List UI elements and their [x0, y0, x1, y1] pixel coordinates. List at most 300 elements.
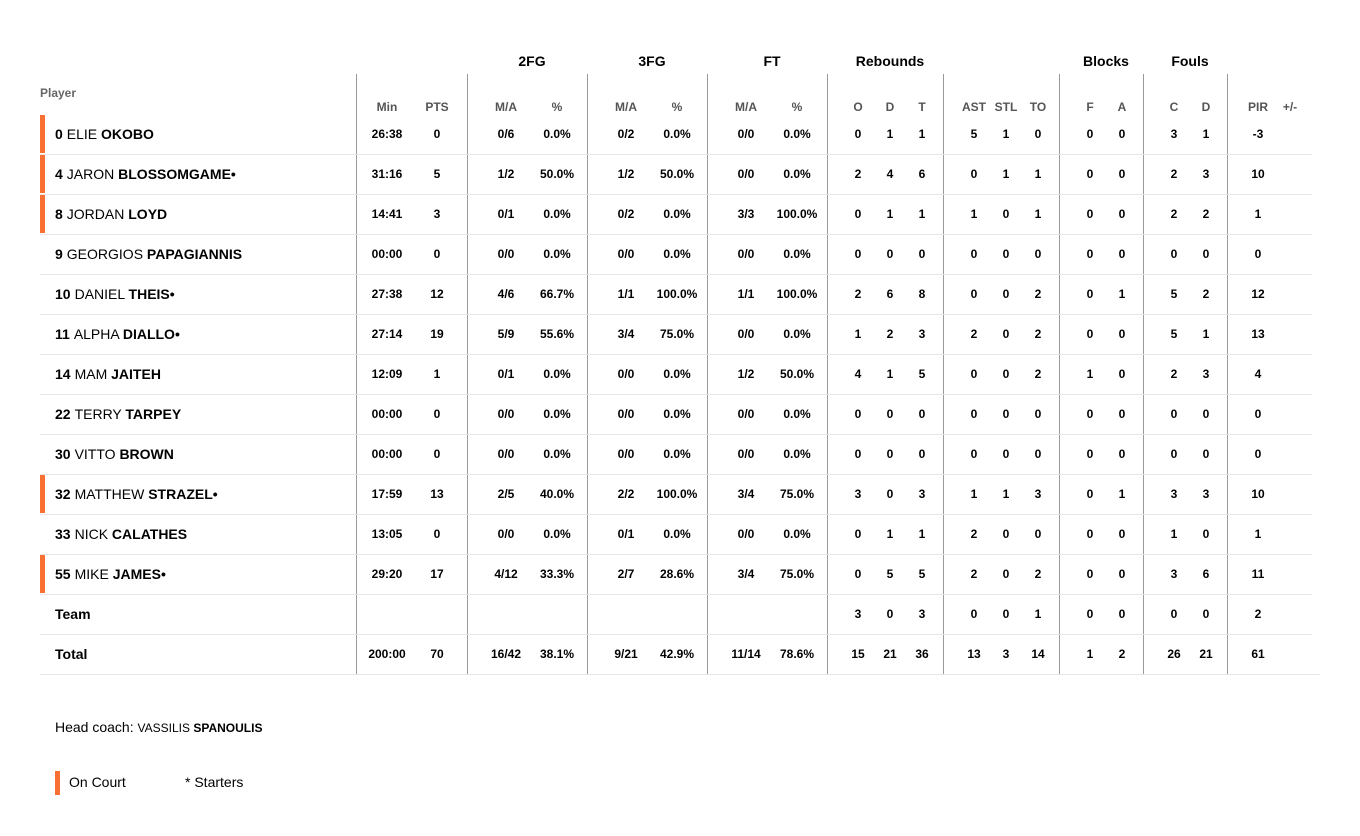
player-name: [55, 406, 181, 422]
col-header-to: TO: [1029, 100, 1047, 114]
stat-cell-reb-d: 21: [883, 647, 897, 661]
group-header-blocks: Blocks: [1083, 53, 1129, 69]
stat-cell-ft-pct: 100.0%: [776, 207, 818, 221]
stat-cell-ft-pct: 100.0%: [776, 287, 818, 301]
stat-cell-reb-d: 0: [886, 247, 894, 261]
stat-cell-stl: 0: [1002, 407, 1010, 421]
stat-cell-ft-ma: 0/0: [737, 407, 755, 421]
stat-cell-foul-c: 0: [1170, 447, 1178, 461]
player-name: [55, 126, 154, 142]
col-header-ft-pct: %: [791, 100, 803, 114]
stat-cell-pts: 17: [430, 567, 444, 581]
stat-cell-pts: 0: [433, 527, 441, 541]
stat-cell-to: 1: [1034, 207, 1042, 221]
stat-cell-reb-t: 1: [918, 527, 926, 541]
stat-cell-fg3-ma: 0/2: [617, 207, 635, 221]
player-number: 32: [55, 486, 71, 502]
stat-cell-reb-t: 1: [918, 127, 926, 141]
stat-cell-stl: 0: [1002, 447, 1010, 461]
stat-cell-reb-o: 0: [854, 207, 862, 221]
stat-cell-ft-pct: 75.0%: [779, 487, 815, 501]
stat-cell-reb-d: 6: [886, 287, 894, 301]
stat-cell-blk-a: 0: [1118, 407, 1126, 421]
player-first-name: VITTO: [74, 446, 116, 462]
stat-cell-fg3-ma: 3/4: [617, 327, 635, 341]
stat-cell-fg3-pct: 0.0%: [663, 527, 691, 541]
table-row: [40, 194, 1312, 235]
stat-cell-foul-d: 21: [1199, 647, 1213, 661]
stat-cell-ast: 1: [970, 487, 978, 501]
stat-cell-pts: 0: [433, 247, 441, 261]
stat-cell-foul-d: 0: [1202, 247, 1210, 261]
stat-cell-to: 0: [1034, 127, 1042, 141]
stat-cell-ast: 0: [970, 167, 978, 181]
player-last-name: STRAZEL•: [148, 486, 218, 502]
col-header-ast: AST: [962, 100, 986, 114]
stat-cell-foul-c: 2: [1170, 207, 1178, 221]
stat-cell-ast: 5: [970, 127, 978, 141]
stat-cell-ft-ma: 3/4: [737, 567, 755, 581]
col-header-blk-a: A: [1117, 100, 1127, 114]
stat-cell-ft-pct: 0.0%: [783, 447, 811, 461]
stat-cell-fg2-ma: 5/9: [497, 327, 515, 341]
stat-cell-fg2-pct: 0.0%: [543, 447, 571, 461]
stat-cell-fg3-pct: 28.6%: [659, 567, 695, 581]
stat-cell-ast: 2: [970, 527, 978, 541]
table-row: [40, 154, 1312, 195]
stat-cell-pts: 70: [430, 647, 444, 661]
total-row: [40, 634, 1320, 675]
col-header-2fg-pct: %: [551, 100, 563, 114]
player-last-name: CALATHES: [111, 526, 188, 542]
col-header-foul-d: D: [1201, 100, 1211, 114]
head-coach-last-name: SPANOULIS: [193, 721, 263, 735]
stat-cell-reb-o: 3: [854, 607, 862, 621]
stat-cell-fg2-pct: 50.0%: [539, 167, 575, 181]
player-name: [55, 366, 161, 382]
stat-cell-reb-o: 1: [854, 327, 862, 341]
stat-cell-reb-o: 0: [854, 527, 862, 541]
stat-cell-ast: 2: [970, 327, 978, 341]
stat-cell-reb-d: 1: [886, 367, 894, 381]
player-first-name: NICK: [74, 526, 109, 542]
stat-cell-ft-ma: 3/4: [737, 487, 755, 501]
stat-cell-reb-d: 1: [886, 527, 894, 541]
stat-cell-min: 17:59: [371, 487, 403, 501]
stat-cell-foul-c: 5: [1170, 287, 1178, 301]
on-court-indicator: [40, 115, 45, 153]
player-first-name: TERRY: [74, 406, 122, 422]
stat-cell-fg2-pct: 0.0%: [543, 127, 571, 141]
stat-cell-min: 00:00: [371, 447, 403, 461]
head-coach: [55, 719, 262, 735]
stat-cell-to: 1: [1034, 607, 1042, 621]
stat-cell-stl: 0: [1002, 367, 1010, 381]
stat-cell-reb-o: 2: [854, 287, 862, 301]
col-header-ft-ma: M/A: [735, 100, 757, 114]
stat-cell-pir: 10: [1251, 487, 1265, 501]
table-row: [40, 114, 1312, 155]
stat-cell-blk-a: 0: [1118, 127, 1126, 141]
stat-cell-to: 2: [1034, 287, 1042, 301]
player-name: [55, 446, 174, 462]
player-column-header: Player: [40, 86, 77, 100]
stat-cell-blk-f: 0: [1086, 167, 1094, 181]
stat-cell-blk-f: 0: [1086, 127, 1094, 141]
table-row: [40, 514, 1312, 555]
stat-cell-to: 2: [1034, 327, 1042, 341]
table-row: [40, 394, 1312, 435]
stat-cell-fg3-ma: 0/2: [617, 127, 635, 141]
col-header-reb-o: O: [853, 100, 863, 114]
stat-cell-ft-ma: 0/0: [737, 527, 755, 541]
stat-cell-to: 1: [1034, 167, 1042, 181]
stat-cell-blk-a: 0: [1118, 527, 1126, 541]
stat-cell-pir: 0: [1254, 447, 1262, 461]
stat-cell-fg2-pct: 0.0%: [543, 367, 571, 381]
stat-cell-ft-ma: 11/14: [731, 647, 761, 661]
stat-cell-fg3-pct: 0.0%: [663, 247, 691, 261]
col-header-stl: STL: [994, 100, 1018, 114]
player-first-name: ELIE: [66, 126, 98, 142]
stat-cell-ft-ma: 0/0: [737, 167, 755, 181]
stat-cell-fg3-ma: 0/0: [617, 407, 635, 421]
player-last-name: THEIS•: [128, 286, 175, 302]
player-first-name: ALPHA: [73, 326, 119, 342]
stat-cell-blk-a: 0: [1118, 607, 1126, 621]
stat-cell-stl: 3: [1002, 647, 1010, 661]
stat-cell-reb-t: 0: [918, 447, 926, 461]
stat-cell-reb-d: 0: [886, 407, 894, 421]
stat-cell-fg2-ma: 0/1: [497, 367, 515, 381]
stat-cell-to: 0: [1034, 247, 1042, 261]
stat-cell-pir: 0: [1254, 407, 1262, 421]
player-last-name: DIALLO•: [122, 326, 180, 342]
stat-cell-ft-pct: 0.0%: [783, 407, 811, 421]
stat-cell-fg2-ma: 2/5: [497, 487, 515, 501]
stat-cell-reb-t: 3: [918, 327, 926, 341]
stat-cell-reb-t: 36: [915, 647, 929, 661]
stat-cell-fg3-pct: 75.0%: [659, 327, 695, 341]
stat-cell-fg2-pct: 0.0%: [543, 527, 571, 541]
stat-cell-foul-d: 3: [1202, 487, 1210, 501]
stat-cell-blk-f: 0: [1086, 567, 1094, 581]
stat-cell-fg3-pct: 0.0%: [663, 127, 691, 141]
stat-cell-min: 00:00: [371, 247, 403, 261]
stat-cell-ast: 0: [970, 607, 978, 621]
stat-cell-fg3-pct: 0.0%: [663, 407, 691, 421]
stat-cell-ft-ma: 0/0: [737, 127, 755, 141]
stat-cell-min: 00:00: [371, 407, 403, 421]
stat-cell-fg3-pct: 100.0%: [656, 487, 698, 501]
stat-cell-pts: 1: [433, 367, 441, 381]
col-header-reb-d: D: [885, 100, 895, 114]
stat-cell-pts: 13: [430, 487, 444, 501]
stat-cell-foul-c: 3: [1170, 567, 1178, 581]
stat-cell-fg2-pct: 0.0%: [543, 207, 571, 221]
col-header-3fg-pct: %: [671, 100, 683, 114]
col-header-2fg-ma: M/A: [495, 100, 517, 114]
stat-cell-fg2-ma: 0/0: [497, 407, 515, 421]
stat-cell-blk-a: 1: [1118, 487, 1126, 501]
stat-cell-blk-a: 0: [1118, 567, 1126, 581]
stat-cell-min: 14:41: [371, 207, 403, 221]
player-last-name: PAPAGIANNIS: [146, 246, 243, 262]
stat-cell-reb-o: 0: [854, 247, 862, 261]
stat-cell-pir: 0: [1254, 247, 1262, 261]
stat-cell-pir: 11: [1251, 567, 1265, 581]
stat-cell-blk-f: 1: [1086, 647, 1094, 661]
stat-cell-reb-o: 0: [854, 127, 862, 141]
stat-cell-ast: 0: [970, 367, 978, 381]
stat-cell-foul-d: 1: [1202, 127, 1210, 141]
stat-cell-reb-t: 8: [918, 287, 926, 301]
player-last-name: JAMES•: [112, 566, 166, 582]
stat-cell-ft-pct: 0.0%: [783, 327, 811, 341]
stat-cell-ast: 0: [970, 407, 978, 421]
stat-cell-ft-pct: 75.0%: [779, 567, 815, 581]
stat-cell-ft-ma: 0/0: [737, 447, 755, 461]
stat-cell-fg2-ma: 0/1: [497, 207, 515, 221]
head-coach-name: [138, 721, 263, 735]
stat-cell-blk-f: 0: [1086, 447, 1094, 461]
stat-cell-fg2-ma: 4/12: [494, 567, 518, 581]
stat-cell-ft-pct: 0.0%: [783, 127, 811, 141]
group-header-ft: FT: [763, 53, 781, 69]
stat-cell-fg2-ma: 0/0: [497, 527, 515, 541]
player-last-name: OKOBO: [101, 126, 154, 142]
on-court-legend-swatch: [55, 771, 60, 795]
stat-cell-fg2-ma: 0/6: [497, 127, 515, 141]
stat-cell-fg3-ma: 9/21: [614, 647, 638, 661]
stat-cell-reb-t: 5: [918, 567, 926, 581]
stat-cell-to: 0: [1034, 527, 1042, 541]
stat-cell-ast: 2: [970, 567, 978, 581]
player-first-name: MIKE: [74, 566, 109, 582]
on-court-indicator: [40, 195, 45, 233]
stat-cell-foul-d: 2: [1202, 287, 1210, 301]
total-row-label: Total: [55, 646, 88, 662]
player-name: [55, 326, 180, 342]
stat-cell-pts: 12: [430, 287, 444, 301]
table-row: [40, 274, 1312, 315]
col-header-reb-t: T: [918, 100, 926, 114]
stat-cell-ft-pct: 0.0%: [783, 247, 811, 261]
table-row: [40, 234, 1312, 275]
stat-cell-stl: 0: [1002, 607, 1010, 621]
player-first-name: GEORGIOS: [66, 246, 144, 262]
stat-cell-min: 27:38: [371, 287, 403, 301]
player-number: 8: [55, 206, 63, 222]
player-number: 33: [55, 526, 71, 542]
stat-cell-blk-a: 1: [1118, 287, 1126, 301]
player-first-name: MATTHEW: [74, 486, 145, 502]
stat-cell-min: 31:16: [371, 167, 403, 181]
stat-cell-reb-o: 15: [851, 647, 865, 661]
player-number: 9: [55, 246, 63, 262]
stat-cell-min: 29:20: [371, 567, 403, 581]
stat-cell-ft-ma: 1/1: [737, 287, 755, 301]
stat-cell-fg2-pct: 38.1%: [539, 647, 575, 661]
player-number: 14: [55, 366, 71, 382]
stat-cell-fg2-ma: 4/6: [497, 287, 515, 301]
stat-cell-pts: 19: [430, 327, 444, 341]
stat-cell-stl: 0: [1002, 207, 1010, 221]
stat-cell-reb-t: 3: [918, 487, 926, 501]
group-header-3fg: 3FG: [638, 53, 666, 69]
stat-cell-foul-c: 1: [1170, 527, 1178, 541]
player-last-name: LOYD: [128, 206, 168, 222]
stat-cell-reb-t: 0: [918, 247, 926, 261]
stat-cell-pir: -3: [1252, 127, 1264, 141]
stat-cell-reb-o: 4: [854, 367, 862, 381]
stat-cell-fg3-ma: 2/2: [617, 487, 635, 501]
player-first-name: DANIEL: [74, 286, 125, 302]
stat-cell-reb-t: 6: [918, 167, 926, 181]
stat-cell-foul-c: 2: [1170, 367, 1178, 381]
stat-cell-stl: 0: [1002, 247, 1010, 261]
starters-legend-label: * Starters: [185, 774, 244, 790]
col-header-plus-minus: +/-: [1282, 100, 1298, 114]
stat-cell-fg2-pct: 40.0%: [539, 487, 575, 501]
stat-cell-reb-t: 5: [918, 367, 926, 381]
stat-cell-reb-o: 0: [854, 407, 862, 421]
stat-cell-to: 2: [1034, 367, 1042, 381]
group-header-fouls: Fouls: [1171, 53, 1209, 69]
table-row: [40, 554, 1312, 595]
stat-cell-foul-c: 26: [1167, 647, 1181, 661]
stat-cell-blk-a: 2: [1118, 647, 1126, 661]
stat-cell-foul-c: 2: [1170, 167, 1178, 181]
stat-cell-reb-d: 0: [886, 607, 894, 621]
stat-cell-reb-o: 3: [854, 487, 862, 501]
on-court-indicator: [40, 555, 45, 593]
stat-cell-foul-d: 0: [1202, 527, 1210, 541]
stat-cell-fg3-ma: 0/0: [617, 247, 635, 261]
table-row: [40, 474, 1312, 515]
stat-cell-fg2-ma: 16/42: [490, 647, 522, 661]
stat-cell-pir: 13: [1251, 327, 1265, 341]
stat-cell-fg3-pct: 100.0%: [656, 287, 698, 301]
stat-cell-blk-a: 0: [1118, 327, 1126, 341]
player-number: 11: [55, 326, 70, 342]
team-row: [40, 594, 1312, 635]
stat-cell-foul-d: 0: [1202, 407, 1210, 421]
stat-cell-ast: 1: [970, 207, 978, 221]
stat-cell-foul-c: 3: [1170, 487, 1178, 501]
stat-cell-fg2-pct: 0.0%: [543, 407, 571, 421]
stat-cell-pir: 2: [1254, 607, 1262, 621]
player-name: [55, 486, 218, 502]
stat-cell-ft-ma: 0/0: [737, 327, 755, 341]
stat-cell-fg3-ma: 0/0: [617, 447, 635, 461]
stat-cell-fg3-pct: 0.0%: [663, 367, 691, 381]
stat-cell-reb-t: 1: [918, 207, 926, 221]
stat-cell-reb-d: 0: [886, 447, 894, 461]
stat-cell-reb-o: 0: [854, 567, 862, 581]
stat-cell-reb-d: 5: [886, 567, 894, 581]
stat-cell-foul-c: 0: [1170, 247, 1178, 261]
stat-cell-ast: 0: [970, 447, 978, 461]
stat-cell-to: 0: [1034, 447, 1042, 461]
stat-cell-reb-t: 3: [918, 607, 926, 621]
stat-cell-stl: 1: [1002, 127, 1010, 141]
stat-cell-reb-d: 1: [886, 127, 894, 141]
stat-cell-fg3-ma: 0/1: [617, 527, 635, 541]
stat-cell-pir: 10: [1251, 167, 1265, 181]
stat-cell-fg2-ma: 1/2: [497, 167, 515, 181]
col-header-pir: PIR: [1247, 100, 1269, 114]
stat-cell-reb-o: 2: [854, 167, 862, 181]
stat-cell-foul-c: 3: [1170, 127, 1178, 141]
stat-cell-fg3-ma: 2/7: [617, 567, 635, 581]
stat-cell-foul-d: 0: [1202, 607, 1210, 621]
stat-cell-foul-d: 1: [1202, 327, 1210, 341]
table-row: [40, 434, 1312, 475]
stat-cell-reb-d: 4: [886, 167, 894, 181]
player-number: 30: [55, 446, 71, 462]
stat-cell-pir: 1: [1254, 207, 1262, 221]
col-header-3fg-ma: M/A: [615, 100, 637, 114]
player-name: [55, 286, 175, 302]
group-header-rebounds: Rebounds: [855, 53, 925, 69]
col-header-foul-c: C: [1169, 100, 1179, 114]
stat-cell-to: 2: [1034, 567, 1042, 581]
player-number: 4: [55, 166, 63, 182]
stat-cell-min: 12:09: [371, 367, 403, 381]
table-row: [40, 354, 1312, 395]
stat-cell-blk-a: 0: [1118, 207, 1126, 221]
group-header-2fg: 2FG: [518, 53, 546, 69]
stat-cell-stl: 1: [1002, 167, 1010, 181]
stat-cell-reb-d: 2: [886, 327, 894, 341]
stat-cell-fg2-ma: 0/0: [497, 447, 515, 461]
stat-cell-pts: 5: [433, 167, 441, 181]
stat-cell-stl: 1: [1002, 487, 1010, 501]
stat-cell-foul-d: 6: [1202, 567, 1210, 581]
player-name: [55, 246, 242, 262]
stat-cell-reb-o: 0: [854, 447, 862, 461]
stat-cell-pir: 12: [1251, 287, 1265, 301]
stat-cell-stl: 0: [1002, 287, 1010, 301]
stat-cell-blk-f: 0: [1086, 487, 1094, 501]
stat-cell-pts: 3: [433, 207, 441, 221]
stat-cell-fg3-pct: 42.9%: [659, 647, 695, 661]
player-number: 55: [55, 566, 71, 582]
player-last-name: JAITEH: [111, 366, 161, 382]
on-court-indicator: [40, 155, 45, 193]
stat-cell-blk-a: 0: [1118, 247, 1126, 261]
stat-cell-fg3-ma: 1/1: [617, 287, 635, 301]
stat-cell-foul-d: 2: [1202, 207, 1210, 221]
stat-cell-to: 0: [1034, 407, 1042, 421]
stat-cell-ft-pct: 0.0%: [783, 167, 811, 181]
stat-cell-blk-f: 0: [1086, 327, 1094, 341]
stat-cell-to: 14: [1031, 647, 1045, 661]
stat-cell-foul-c: 0: [1170, 407, 1178, 421]
stat-cell-fg3-ma: 0/0: [617, 367, 635, 381]
stat-cell-foul-c: 5: [1170, 327, 1178, 341]
stat-cell-foul-c: 0: [1170, 607, 1178, 621]
stat-cell-ast: 0: [970, 247, 978, 261]
stat-cell-stl: 0: [1002, 327, 1010, 341]
stat-cell-reb-d: 0: [886, 487, 894, 501]
stat-cell-ast: 13: [967, 647, 981, 661]
stat-cell-ft-ma: 0/0: [737, 247, 755, 261]
stat-cell-min: 26:38: [371, 127, 403, 141]
head-coach-label: Head coach:: [55, 719, 134, 735]
stat-cell-fg3-pct: 50.0%: [659, 167, 695, 181]
